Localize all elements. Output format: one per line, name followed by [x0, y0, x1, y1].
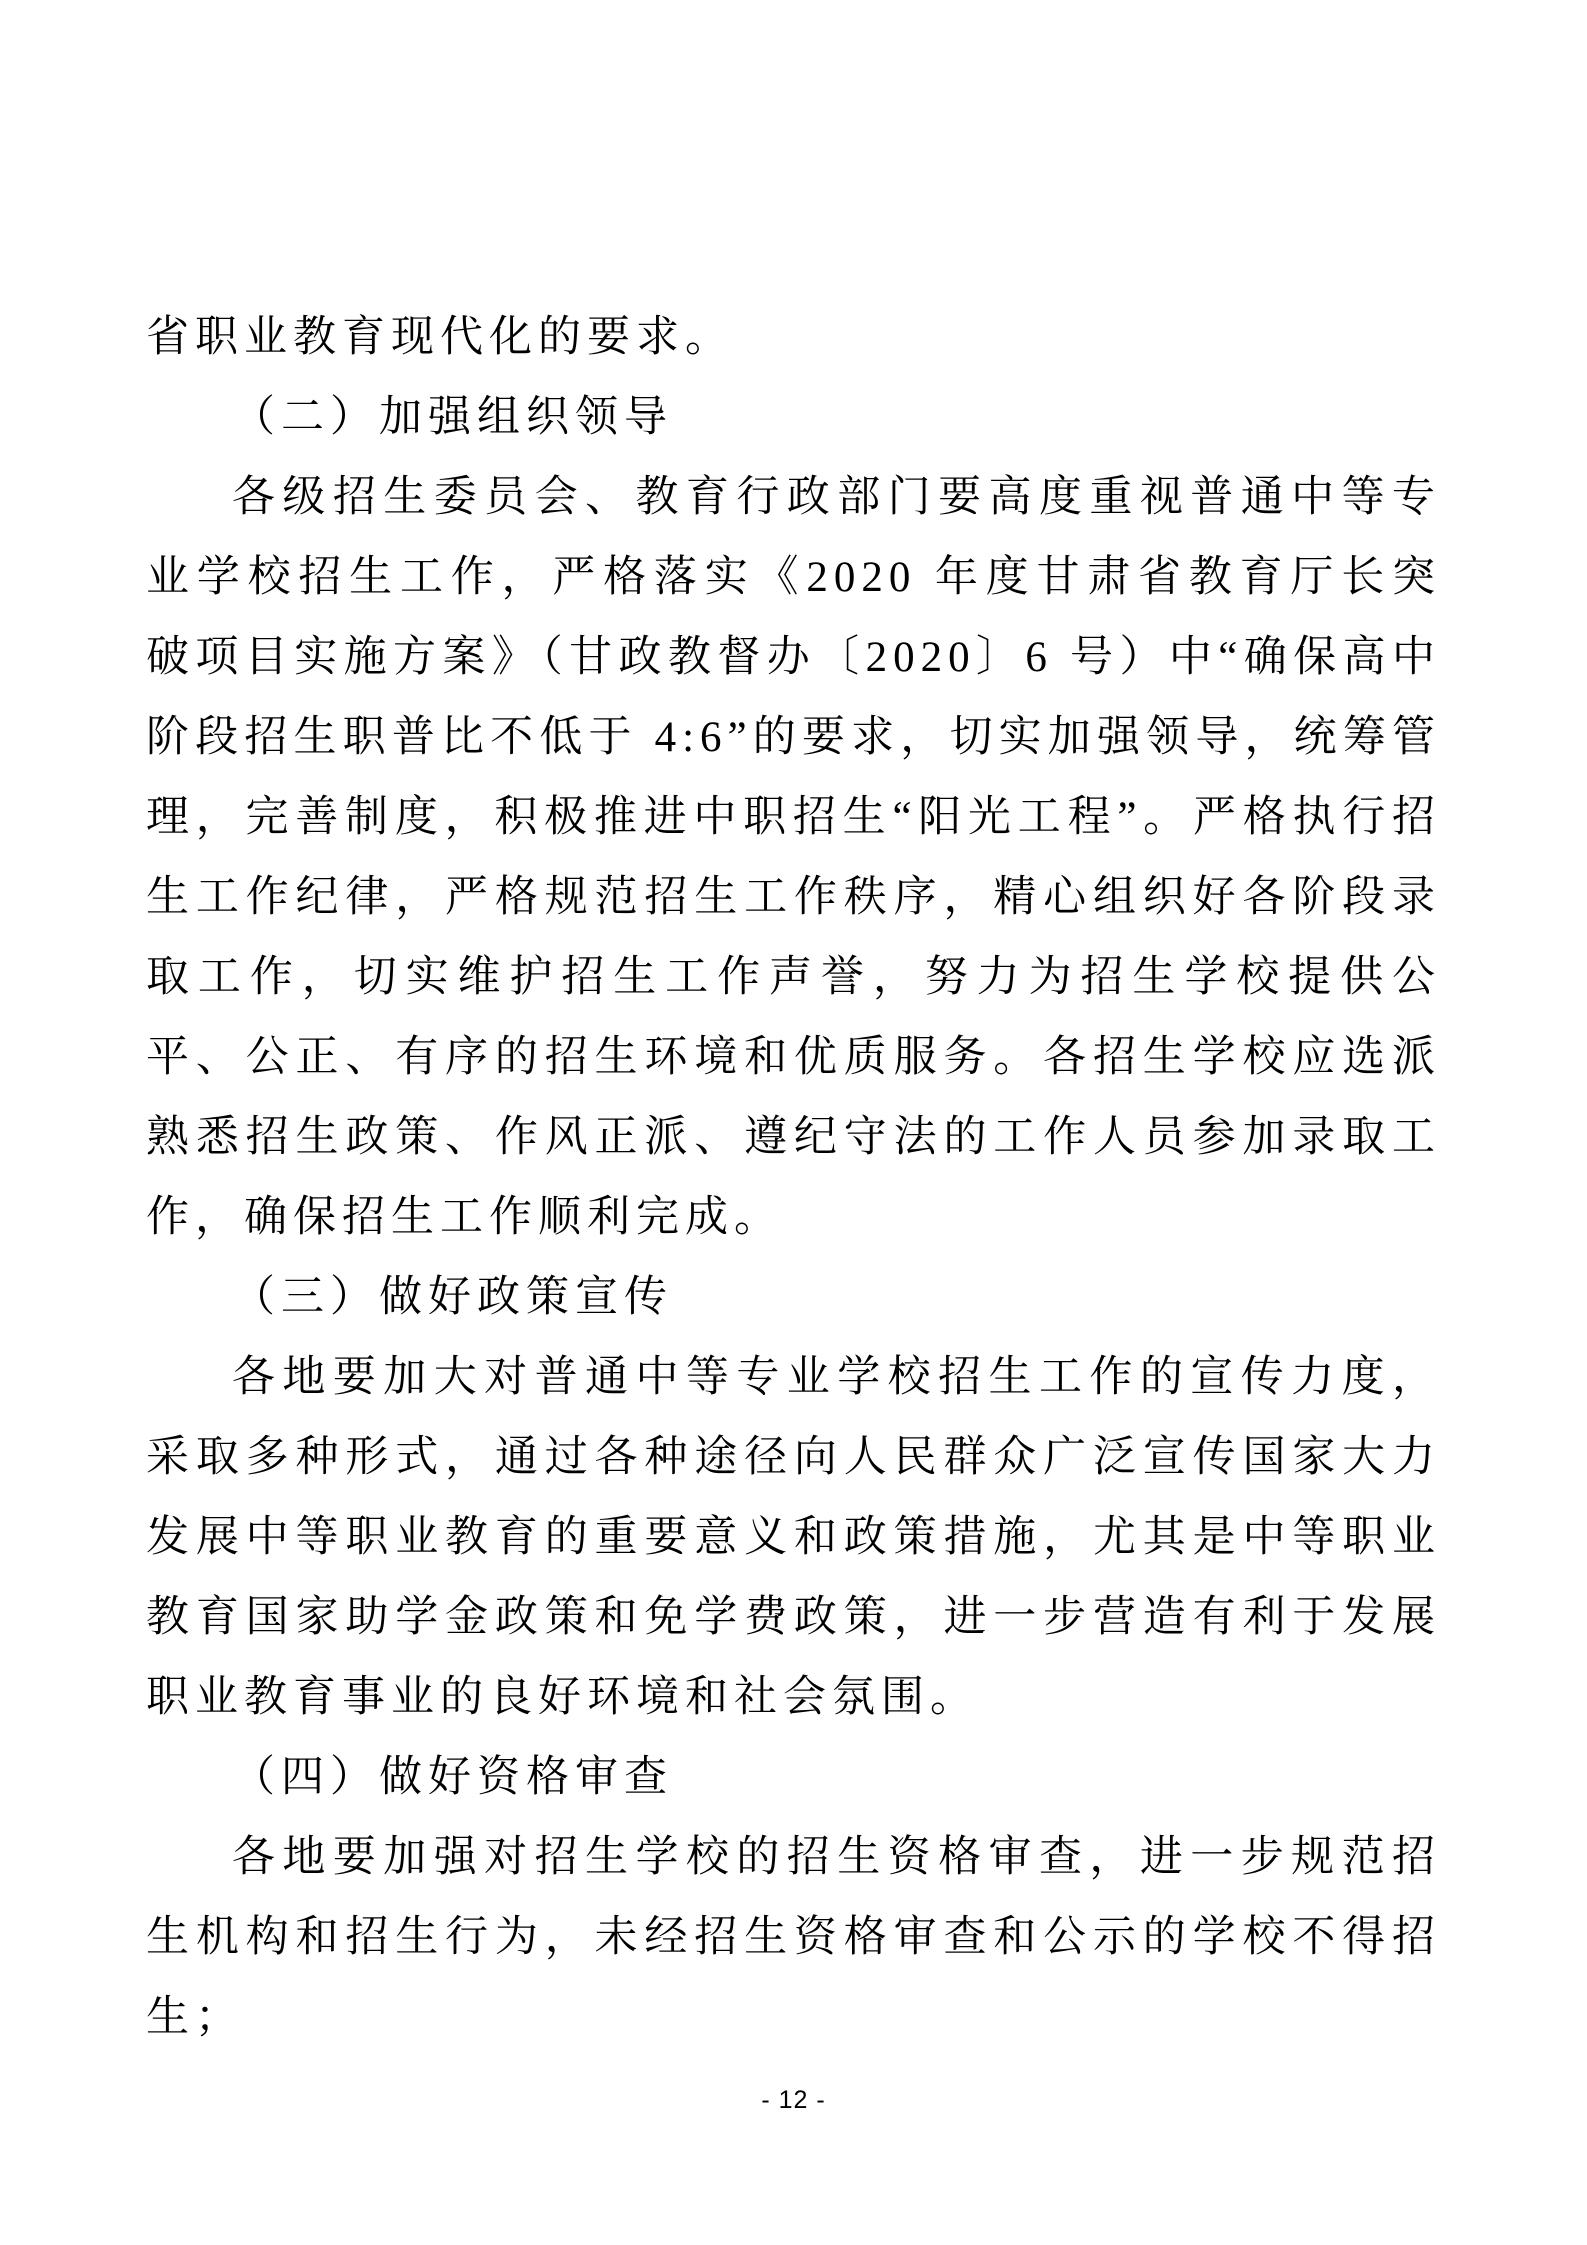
page-number: - 12 -: [761, 2086, 826, 2114]
page-body-text: [146, 298, 1441, 2058]
paragraph-section-2-body: 各级招生委员会、教育行政部门要高度重视普通中等专业学校招生工作，严格落实《2020 年度甘肃省教育厅长突破项目实施方案》（甘政教督办〔2020〕6 号）中“确保高中阶段招生职普比不低于 4:6”的要求，切实加强领导，统筹管理，完善制度，积极推进中职招生“阳光工程”。严格执行招生工作纪律，严格规范招生工作秩序，精心组织好各阶段录取工作，切实维护招生工作声誉，努力为招生学校提供公平、公正、有序的招生环境和优质服务。各招生学校应选派熟悉招生政策、作风正派、遵纪守法的工作人员参加录取工作，确保招生工作顺利完成。: [146, 474, 1441, 1241]
paragraph-section-4-body: 各地要加强对招生学校的招生资格审查，进一步规范招生机构和招生行为，未经招生资格审查和公示的学校不得招生；: [146, 1834, 1441, 2041]
section-heading-3: （三）做好政策宣传: [232, 1274, 673, 1321]
paragraph-continuation: 省职业教育现代化的要求。: [146, 314, 734, 361]
section-heading-4: （四）做好资格审查: [232, 1754, 673, 1801]
paragraph-section-3-body: 各地要加大对普通中等专业学校招生工作的宣传力度，采取多种形式，通过各种途径向人民群众广泛宣传国家大力发展中等职业教育的重要意义和政策措施，尤其是中等职业教育国家助学金政策和免学费政策，进一步营造有利于发展职业教育事业的良好环境和社会氛围。: [146, 1354, 1441, 1721]
section-heading-2: （二）加强组织领导: [232, 394, 673, 441]
